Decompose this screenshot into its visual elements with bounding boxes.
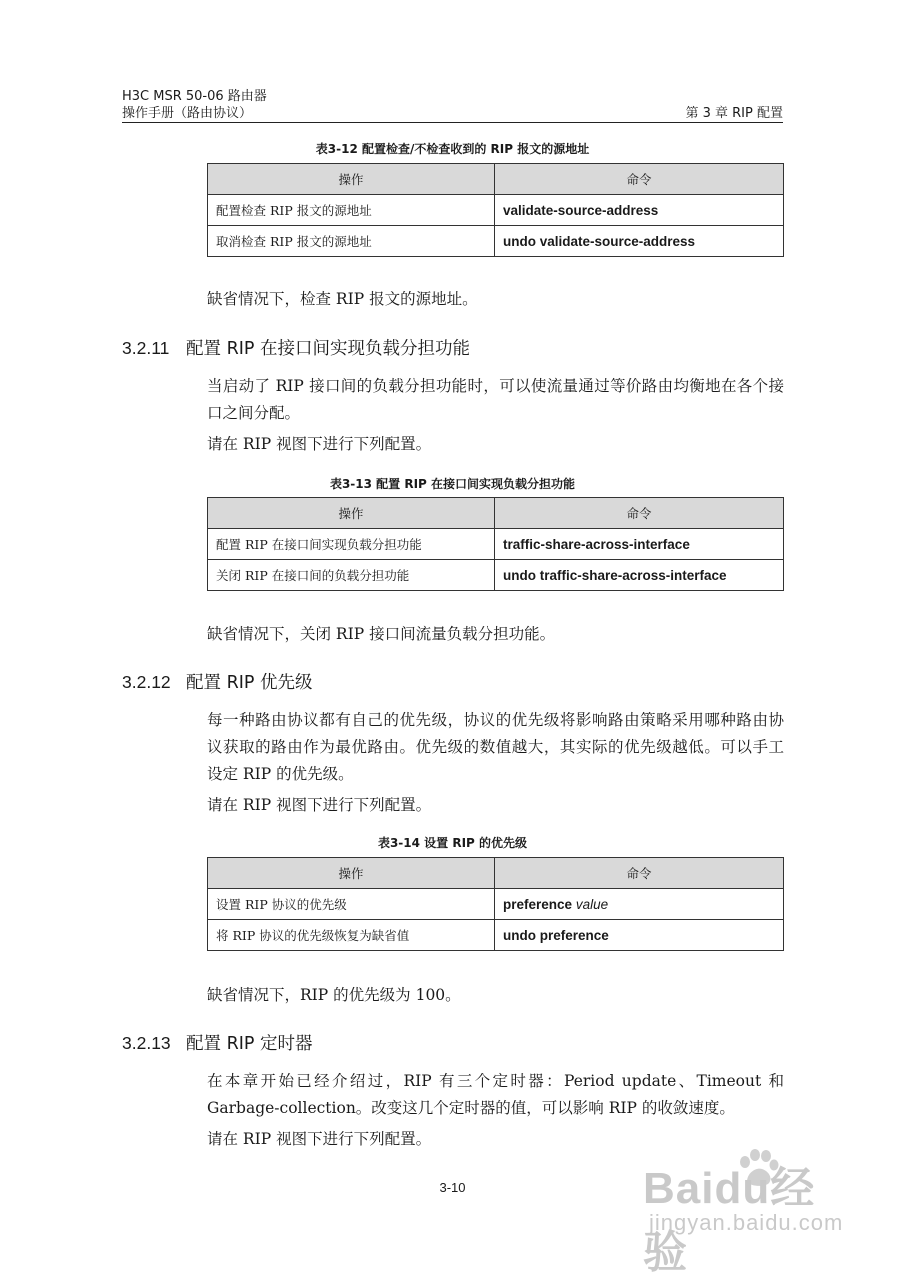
cmd-cell: validate-source-address bbox=[495, 195, 784, 226]
table-row bbox=[208, 889, 784, 920]
paragraph: 请在 RIP 视图下进行下列配置。 bbox=[207, 1130, 432, 1148]
table-3-14-caption: 表3-14 设置 RIP 的优先级 bbox=[377, 836, 528, 850]
paragraph-line: 当启动了 RIP 接口间的负载分担功能时，可以使流量通过等价路由均衡地在各个接 bbox=[207, 377, 784, 395]
op-cell: 配置检查 RIP 报文的源地址 bbox=[208, 195, 495, 226]
paragraph-line: 在本章开始已经介绍过，RIP 有三个定时器：Period update、Timeout 和 bbox=[207, 1072, 784, 1090]
header-rule bbox=[122, 122, 783, 123]
paragraph-line: 设定 RIP 的优先级。 bbox=[207, 765, 354, 783]
table-row bbox=[208, 560, 784, 591]
default-note-3: 缺省情况下，RIP 的优先级为 100。 bbox=[207, 986, 461, 1004]
cmd-cell bbox=[495, 889, 784, 920]
cmd-cell: undo validate-source-address bbox=[495, 226, 784, 257]
table-row bbox=[208, 195, 784, 226]
col-cmd-header: 命令 bbox=[495, 858, 784, 889]
watermark-url: jingyan.baidu.com bbox=[649, 1210, 844, 1235]
section-title: 配置 RIP 定时器 bbox=[186, 1034, 313, 1054]
table-header-row bbox=[208, 164, 784, 195]
header-chapter: 第 3 章 RIP 配置 bbox=[685, 106, 783, 121]
table-3-14 bbox=[207, 857, 784, 951]
op-cell: 将 RIP 协议的优先级恢复为缺省值 bbox=[208, 920, 495, 951]
section-heading-3-2-11 bbox=[122, 335, 470, 360]
section-title: 配置 RIP 优先级 bbox=[186, 673, 313, 693]
op-cell: 关闭 RIP 在接口间的负载分担功能 bbox=[208, 560, 495, 591]
section-heading-3-2-13 bbox=[122, 1030, 313, 1055]
section-number: 3.2.12 bbox=[122, 672, 171, 692]
op-cell: 配置 RIP 在接口间实现负载分担功能 bbox=[208, 529, 495, 560]
cmd-cell: traffic-share-across-interface bbox=[495, 529, 784, 560]
section-title: 配置 RIP 在接口间实现负载分担功能 bbox=[186, 339, 470, 359]
table-row bbox=[208, 920, 784, 951]
table-3-12 bbox=[207, 163, 784, 257]
table-row bbox=[208, 226, 784, 257]
paragraph-line: 每一种路由协议都有自己的优先级，协议的优先级将影响路由策略采用哪种路由协 bbox=[207, 711, 784, 729]
baidu-watermark bbox=[643, 1148, 853, 1277]
section-heading-3-2-12 bbox=[122, 669, 313, 694]
default-note-2: 缺省情况下，关闭 RIP 接口间流量负载分担功能。 bbox=[207, 625, 556, 643]
col-op-header: 操作 bbox=[208, 164, 495, 195]
table-header-row bbox=[208, 498, 784, 529]
table-3-13-caption: 表3-13 配置 RIP 在接口间实现负载分担功能 bbox=[329, 477, 576, 491]
table-3-13 bbox=[207, 497, 784, 591]
table-3-12-caption: 表3-12 配置检查/不检查收到的 RIP 报文的源地址 bbox=[315, 142, 590, 156]
page-number: 3-10 bbox=[439, 1180, 466, 1195]
paragraph: 请在 RIP 视图下进行下列配置。 bbox=[207, 796, 432, 814]
cmd-argument: value bbox=[575, 896, 609, 912]
table-row bbox=[208, 529, 784, 560]
cmd-keyword: preference bbox=[503, 896, 573, 912]
col-cmd-header: 命令 bbox=[495, 498, 784, 529]
paragraph: 请在 RIP 视图下进行下列配置。 bbox=[207, 435, 432, 453]
section-number: 3.2.13 bbox=[122, 1033, 171, 1053]
table-header-row bbox=[208, 858, 784, 889]
col-op-header: 操作 bbox=[208, 498, 495, 529]
watermark-logo: Baidu经验 bbox=[643, 1164, 816, 1277]
paragraph-line: 口之间分配。 bbox=[207, 404, 301, 422]
default-note-1: 缺省情况下，检查 RIP 报文的源地址。 bbox=[207, 290, 478, 308]
cmd-cell: undo preference bbox=[495, 920, 784, 951]
header-product: H3C MSR 50-06 路由器 bbox=[122, 89, 267, 104]
header-manual: 操作手册（路由协议） bbox=[122, 106, 253, 121]
section-number: 3.2.11 bbox=[122, 338, 170, 358]
col-op-header: 操作 bbox=[208, 858, 495, 889]
paragraph-line: Garbage-collection。改变这几个定时器的值，可以影响 RIP 的收敛速度。 bbox=[207, 1099, 735, 1117]
col-cmd-header: 命令 bbox=[495, 164, 784, 195]
cmd-cell: undo traffic-share-across-interface bbox=[495, 560, 784, 591]
paragraph-line: 议获取的路由作为最优路由。优先级的数值越大，其实际的优先级越低。可以手工 bbox=[207, 738, 784, 756]
op-cell: 取消检查 RIP 报文的源地址 bbox=[208, 226, 495, 257]
op-cell: 设置 RIP 协议的优先级 bbox=[208, 889, 495, 920]
